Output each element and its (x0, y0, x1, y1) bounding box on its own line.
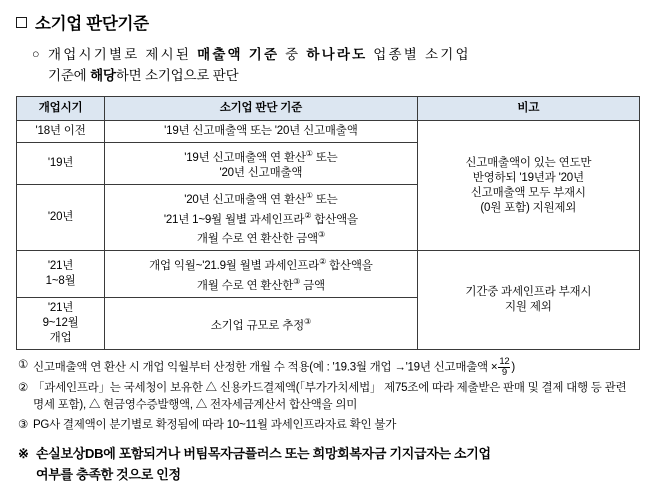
cell-criteria: '20년 신고매출액 연 환산① 또는 '21년 1~9월 월별 과세인프라② 합산액을 개월 수로 연 환산한 금액③ (105, 184, 418, 250)
page-title: 소기업 판단기준 (35, 15, 149, 33)
bullet-text-part-1: 개업시기별로 제시된 (48, 47, 198, 62)
bullet-text-part-2: 중 (279, 47, 307, 62)
cell-criteria: '19년 신고매출액 또는 '20년 신고매출액 (105, 121, 418, 143)
page-title-row (16, 10, 642, 34)
fraction-denominator: 9 (501, 366, 507, 378)
square-bullet-icon (16, 17, 27, 28)
fraction (498, 357, 510, 378)
cell-criteria: '19년 신고매출액 연 환산① 또는 '20년 신고매출액 (105, 143, 418, 185)
column-header-criteria: 소기업 판단 기준 (105, 97, 418, 121)
cell-period: '21년 9~12월 개업 (17, 297, 105, 349)
bullet-text-part-4: 기준에 (48, 68, 91, 83)
cell-note: 기간중 과세인프라 부재시 지원 제외 (417, 251, 639, 350)
table-row (17, 121, 640, 143)
bullet-text-bold-3: 해당 (90, 68, 116, 83)
bullet-text-part-5: 하면 소기업으로 판단 (115, 68, 239, 83)
footnote-1-text-post: ) (511, 361, 515, 374)
column-header-note: 비고 (417, 97, 639, 121)
bullet-text-bold-2: 하나라도 (306, 47, 368, 62)
star-note (18, 443, 640, 485)
asterisk-icon: ※ (18, 446, 29, 462)
table-header-row (17, 97, 640, 121)
star-note-line-2: 여부를 충족한 것으로 인정 (36, 467, 181, 483)
footnote-marker: ① (18, 358, 29, 371)
cell-period: '18년 이전 (17, 121, 105, 143)
footnote-2 (18, 380, 640, 415)
cell-period: '21년 1~8월 (17, 251, 105, 298)
cell-criteria: 개업 익월~'21.9월 월별 과세인프라② 합산액을 개월 수로 연 환산한③ 금액 (105, 251, 418, 298)
footnote-marker: ③ (18, 418, 29, 431)
footnote-3 (18, 417, 640, 435)
footnote-marker: ② (18, 381, 29, 394)
footnote-1 (18, 357, 640, 378)
bullet-text-bold-1: 매출액 기준 (197, 47, 280, 62)
footnotes (18, 357, 640, 435)
footnote-text: 「과세인프라」는 국세청이 보유한 △ 신용카드결제액(「부가가치세법」 제75조에 따라 제출받은 판매 및 결제 대행 등 관련 명세 포함), △ 현금영수증발행액, △ 전자세금계산서 합산액을 의미 (33, 381, 627, 412)
footnote-text (33, 357, 640, 378)
table-row (17, 251, 640, 298)
cell-note: 신고매출액이 있는 연도만 반영하되 '19년과 '20년 신고매출액 모두 부재시 (0원 포함) 지원제외 (417, 121, 639, 251)
bullet-paragraph-text (48, 44, 471, 86)
star-note-text (36, 443, 640, 485)
cell-period: '20년 (17, 184, 105, 250)
bullet-text-part-3: 업종별 소기업 (367, 47, 471, 62)
footnote-text: PG사 결제액이 분기별로 확정됨에 따라 10~11월 과세인프라자료 확인 불가 (33, 418, 397, 431)
footnote-1-text: 신고매출액 연 환산 시 개업 익월부터 산정한 개월 수 적용(예 : '19.3월 개업 →'19년 신고매출액 × (33, 361, 498, 374)
column-header-period: 개업시기 (17, 97, 105, 121)
fraction-numerator: 12 (499, 355, 510, 367)
criteria-table (16, 96, 640, 350)
cell-period: '19년 (17, 143, 105, 185)
cell-criteria: 소기업 규모로 추정③ (105, 297, 418, 349)
circle-bullet-icon: ○ (32, 47, 40, 61)
bullet-paragraph (32, 44, 642, 86)
star-note-line-1: 손실보상DB에 포함되거나 버팀목자금플러스 또는 희망회복자금 기지급자는 소기업 (36, 446, 491, 462)
